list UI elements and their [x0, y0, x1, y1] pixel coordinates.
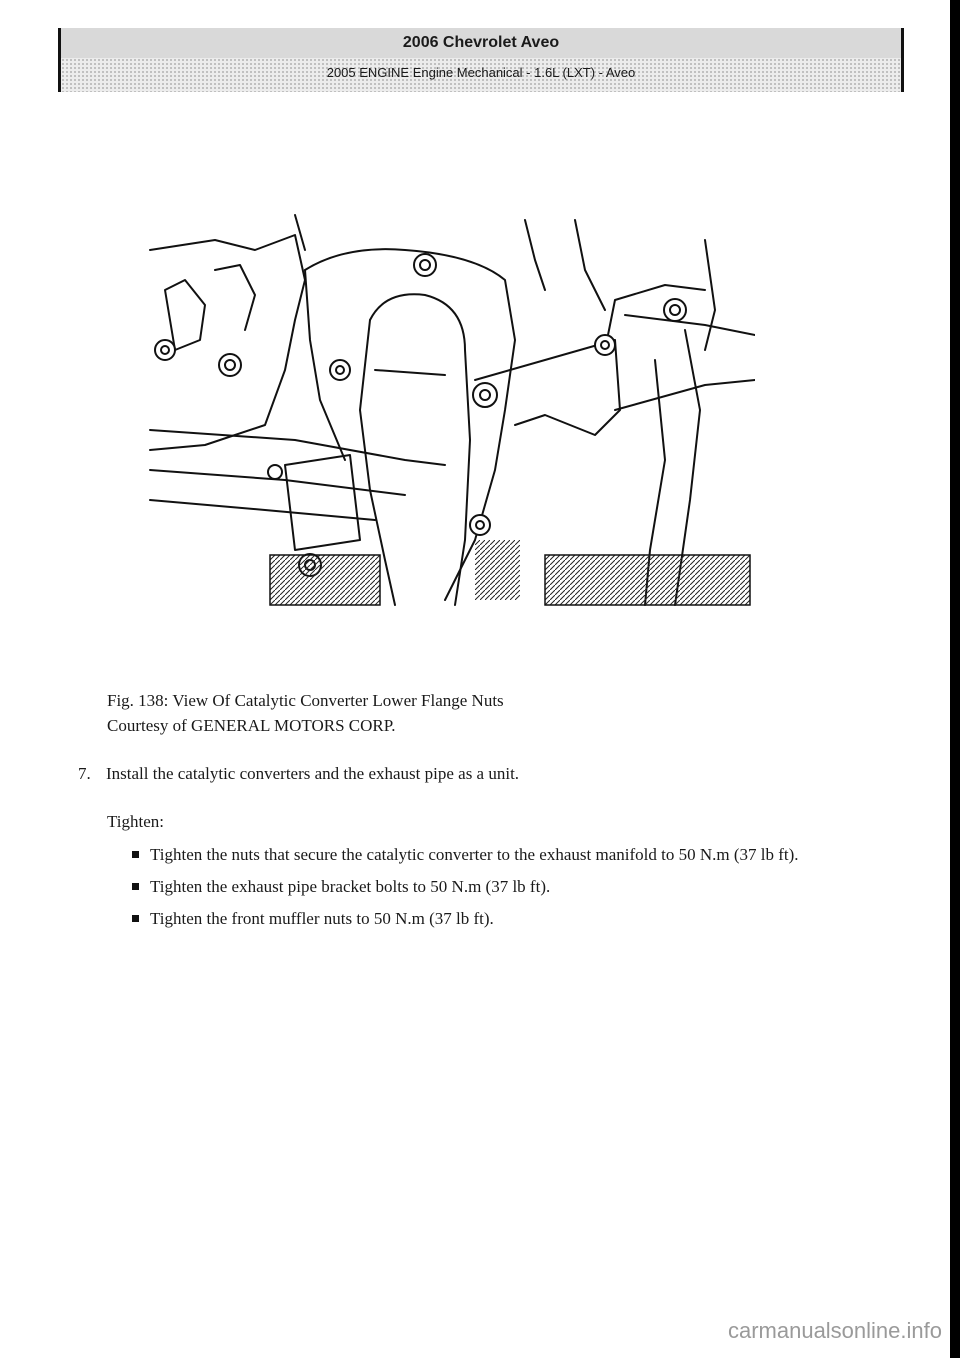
document-title: 2006 Chevrolet Aveo: [61, 28, 901, 58]
list-item-text: Tighten the exhaust pipe bracket bolts to 50 N.m (37 lb ft).: [150, 877, 551, 896]
list-item: [130, 842, 890, 868]
step-7: [78, 762, 519, 786]
list-item: [130, 874, 890, 900]
document-subtitle: 2005 ENGINE Engine Mechanical - 1.6L (LXT) - Aveo: [61, 58, 901, 92]
site-watermark: carmanualsonline.info: [727, 1318, 942, 1343]
caption-title: Fig. 138: View Of Catalytic Converter Lower Flange Nuts: [107, 691, 504, 710]
step-number: 7.: [78, 764, 91, 783]
caption-credit: Courtesy of GENERAL MOTORS CORP.: [107, 716, 396, 735]
list-item: [130, 906, 890, 932]
list-item-text: Tighten the nuts that secure the catalytic converter to the exhaust manifold to 50 N.m (37 lb ft).: [150, 845, 799, 864]
tighten-heading: Tighten:: [107, 812, 165, 831]
list-item-text: Tighten the front muffler nuts to 50 N.m (37 lb ft).: [150, 909, 494, 928]
bullet-icon: [132, 851, 139, 858]
page-edge-bar: [950, 0, 960, 1358]
figure-caption: [107, 688, 504, 738]
step-text: Install the catalytic converters and the exhaust pipe as a unit.: [106, 764, 520, 783]
bullet-icon: [132, 883, 139, 890]
torque-spec-list: [130, 842, 890, 938]
catalytic-converter-illustration: [145, 210, 755, 610]
bullet-icon: [132, 915, 139, 922]
page-header: [58, 28, 904, 92]
